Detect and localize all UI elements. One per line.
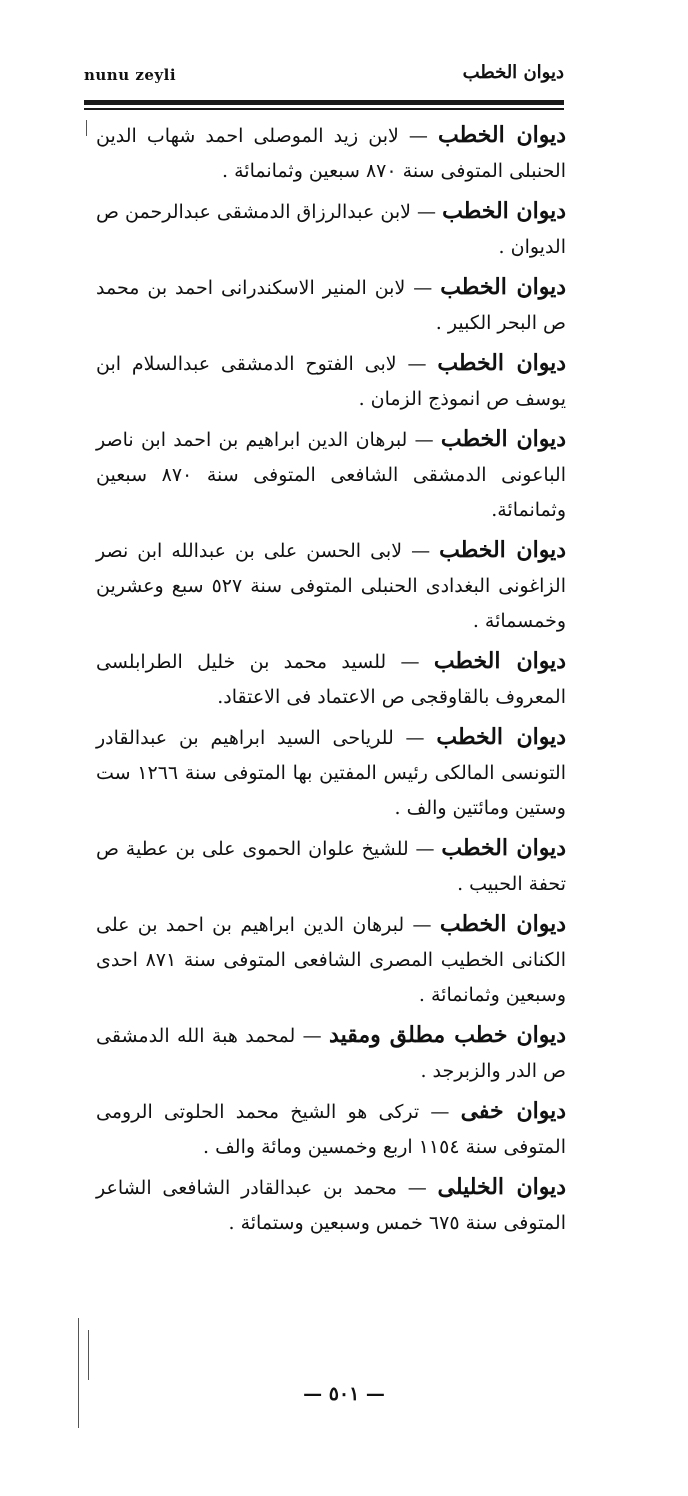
margin-mark: [88, 1330, 89, 1380]
margin-mark: [78, 1318, 79, 1428]
entry-term: ديوان الخطب: [439, 537, 566, 563]
entry-text: — لابن عبدالرزاق الدمشقى عبدالرحمن ص الديوان .: [96, 201, 566, 258]
entry-5: [96, 422, 566, 528]
entry-text: — لابن المنير الاسكندرانى احمد بن محمد ص البحر الكبير .: [96, 277, 566, 334]
entry-text: — لبرهان الدين ابراهيم بن احمد ابن ناصر الباعونى الدمشقى الشافعى المتوفى سنة ٨٧٠ سبعين وثمانمائة.: [96, 429, 566, 521]
entry-6: [96, 533, 566, 639]
entry-7: [96, 644, 566, 715]
entry-text: — لابى الحسن على بن عبدالله ابن نصر الزاغونى البغدادى الحنبلى المتوفى سنة ٥٢٧ سبع وعشرين وخمسمائة .: [96, 540, 567, 632]
running-head: [84, 60, 564, 90]
entry-list: [96, 118, 566, 1246]
entry-term: ديوان الخطب: [437, 350, 566, 376]
page-number: — ٥٠١ —: [303, 1383, 385, 1405]
entry-term: ديوان الخطب: [439, 911, 566, 937]
entry-4: [96, 346, 566, 417]
entry-text: — للسيد محمد بن خليل الطرابلسى المعروف بالقاوقجى ص الاعتماد فى الاعتقاد.: [96, 651, 566, 708]
entry-12: [96, 1094, 566, 1165]
running-head-left: nunu zeyli: [84, 66, 177, 84]
entry-text: — تركى هو الشيخ محمد الحلوتى الرومى المتوفى سنة ١١٥٤ اربع وخمسين ومائة والف .: [96, 1101, 566, 1158]
entry-2: [96, 194, 566, 265]
header-rule-thick: [84, 100, 564, 105]
entry-10: [96, 907, 566, 1013]
entry-1: [96, 118, 566, 189]
running-head-right: ديوان الخطب: [462, 62, 564, 83]
entry-term: ديوان الخطب: [441, 835, 566, 861]
entry-term: ديوان الخطب: [433, 648, 566, 674]
margin-mark: [86, 120, 87, 136]
entry-text: — للرياحى السيد ابراهيم بن عبدالقادر التونسى المالكى رئيس المفتين بها المتوفى سنة ١٢٦٦ ست وستين ومائتين والف .: [96, 727, 566, 819]
entry-term: ديوان الخطب: [440, 426, 566, 452]
entry-11: [96, 1018, 566, 1089]
entry-term: ديوان الخطب: [442, 198, 566, 224]
header-rule-thin: [84, 108, 564, 110]
entry-text: — لابن زيد الموصلى احمد شهاب الدين الحنبلى المتوفى سنة ٨٧٠ سبعين وثمانمائة .: [96, 125, 566, 182]
entry-3: [96, 270, 566, 341]
entry-13: [96, 1170, 566, 1241]
entry-term: ديوان الخليلى: [437, 1174, 566, 1200]
entry-term: ديوان الخطب: [436, 724, 566, 750]
entry-text: — لبرهان الدين ابراهيم بن احمد بن على الكنانى الخطيب المصرى الشافعى المتوفى سنة ٨٧١ احدى وسبعين وثمانمائة .: [96, 914, 566, 1006]
entry-8: [96, 720, 566, 826]
entry-text: — محمد بن عبدالقادر الشافعى الشاعر المتوفى سنة ٦٧٥ خمس وسبعين وستمائة .: [96, 1177, 566, 1234]
entry-text: — لابى الفتوح الدمشقى عبدالسلام ابن يوسف ص انموذج الزمان .: [96, 353, 566, 410]
entry-term: ديوان خفى: [460, 1098, 567, 1124]
entry-text: — لمحمد هبة الله الدمشقى ص الدر والزبرجد .: [96, 1025, 566, 1082]
entry-term: ديوان الخطب: [438, 122, 566, 148]
entry-text: — للشيخ علوان الحموى على بن عطية ص تحفة الحبيب .: [96, 838, 566, 895]
entry-term: ديوان الخطب: [440, 274, 566, 300]
entry-9: [96, 831, 566, 902]
entry-term: ديوان خطب مطلق ومقيد: [329, 1022, 567, 1048]
